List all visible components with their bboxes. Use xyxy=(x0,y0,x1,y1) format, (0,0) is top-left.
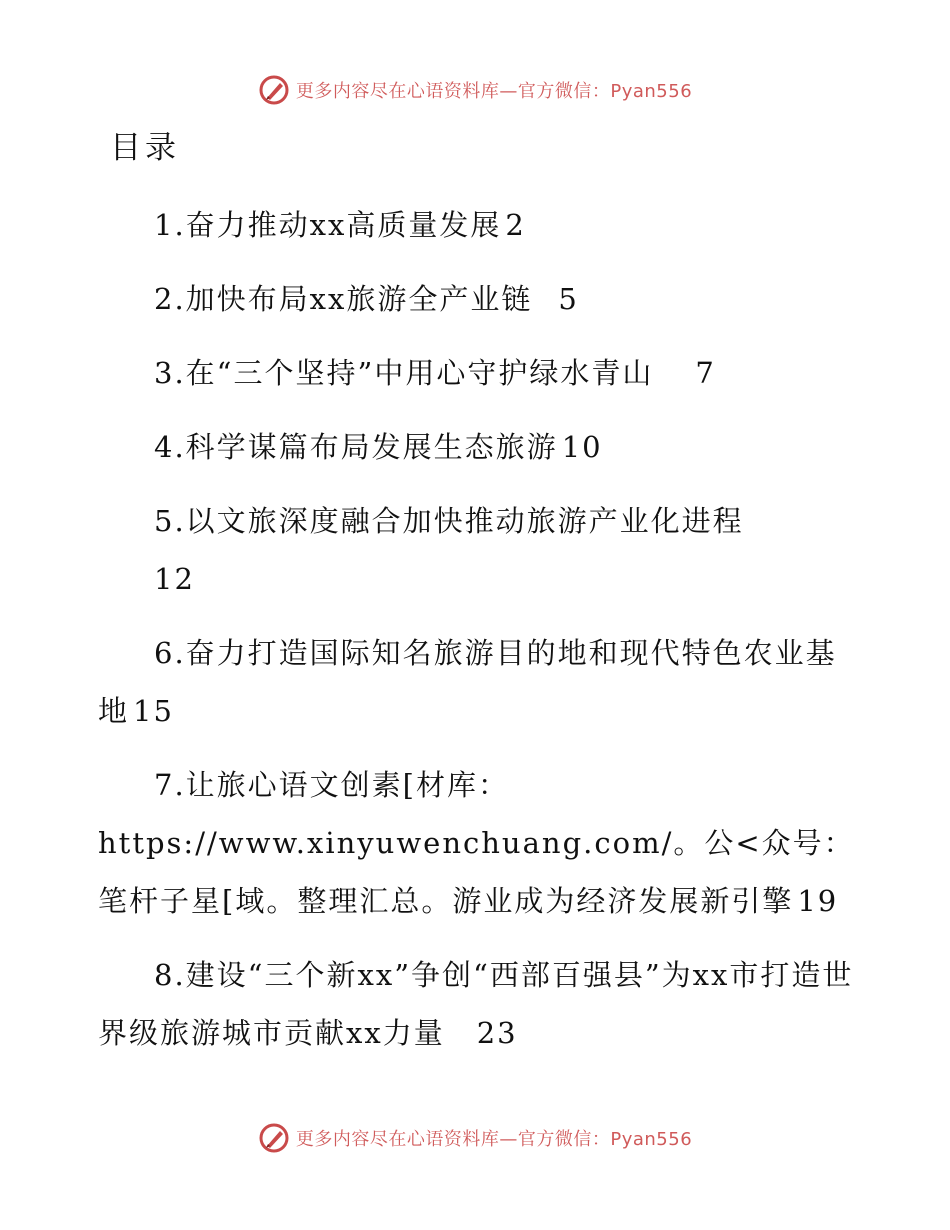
toc-entry-page: 10 xyxy=(561,430,603,464)
toc-entry-number: 2. xyxy=(154,282,186,316)
watermark-wechat-id: Pyan556 xyxy=(610,1129,693,1150)
watermark-wechat-id: Pyan556 xyxy=(610,81,693,102)
toc-entry xyxy=(98,196,858,254)
toc-entry xyxy=(98,756,858,930)
watermark-banner-bottom xyxy=(0,1118,950,1158)
toc-entry xyxy=(98,344,858,402)
pen-logo-icon xyxy=(258,74,290,106)
toc-entry-page: 12 xyxy=(154,562,195,596)
toc-entry-number: 6. xyxy=(154,636,186,670)
toc-entry-page: 19 xyxy=(797,884,839,918)
toc-entry-number: 7. xyxy=(154,768,186,802)
toc-entry-number: 1. xyxy=(154,208,186,242)
toc-entry-page: 2 xyxy=(505,208,526,242)
toc-entry-title: 奋力推动xx高质量发展 xyxy=(185,208,502,242)
toc-entry-title: 科学谋篇布局发展生态旅游 xyxy=(185,430,558,464)
toc-entry-page: 7 xyxy=(695,356,716,390)
toc-entry xyxy=(98,946,858,1062)
toc-entry-number: 5. xyxy=(154,504,186,538)
toc-list xyxy=(98,196,858,1078)
toc-entry xyxy=(98,624,858,740)
toc-entry-page: 15 xyxy=(133,694,174,728)
toc-entry xyxy=(98,270,858,328)
pen-logo-icon xyxy=(258,1122,290,1154)
watermark-text xyxy=(296,1125,692,1151)
toc-entry-number: 4. xyxy=(154,430,186,464)
watermark-banner-top xyxy=(0,70,950,110)
toc-entry-title: 加快布局xx旅游全产业链 xyxy=(185,282,533,316)
toc-entry-title: 让旅心语文创素[材库：https://www.xinyuwenchuang.com/。公<众号：笔杆子星[域。整理汇总。游业成为经济发展新引擎 xyxy=(98,768,855,918)
watermark-label: 更多内容尽在心语资料库—官方微信： xyxy=(295,1129,611,1150)
toc-heading: 目录 xyxy=(110,130,180,166)
toc-entry-title: 建设“三个新xx”争创“西部百强县”为xx市打造世界级旅游城市贡献xx力量 xyxy=(98,958,854,1050)
watermark-label: 更多内容尽在心语资料库—官方微信： xyxy=(295,81,611,102)
toc-entry-page: 23 xyxy=(476,1016,518,1050)
toc-entry-number: 3. xyxy=(154,356,186,390)
toc-entry-number: 8. xyxy=(154,958,186,992)
toc-entry-title: 在“三个坚持”中用心守护绿水青山 xyxy=(185,356,654,390)
toc-entry-page: 5 xyxy=(558,282,579,316)
toc-entry xyxy=(98,492,858,608)
toc-entry xyxy=(98,418,858,476)
toc-entry-title: 以文旅深度融合加快推动旅游产业化进程 xyxy=(185,504,744,538)
watermark-text xyxy=(296,77,692,103)
toc-entry-title: 奋力打造国际知名旅游目的地和现代特色农业基地 xyxy=(98,636,837,728)
